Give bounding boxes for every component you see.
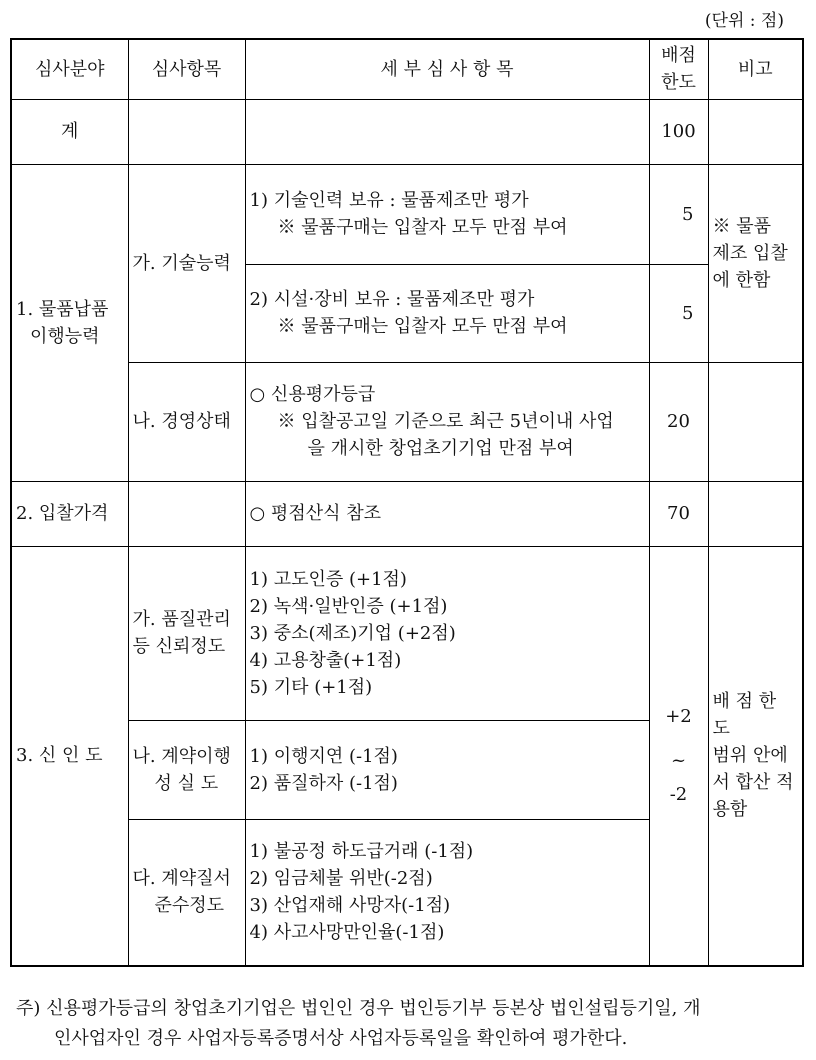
s3-a-detail-1: 2) 녹색·일반인증 (+1점) (249, 595, 448, 617)
s1-field (11, 164, 128, 481)
s1-item-b: 나. 경영상태 (128, 362, 245, 481)
s1-b-line2: ※ 입찰공고일 기준으로 최근 5년이내 사업 (277, 411, 614, 432)
s3-a-detail-2: 3) 중소(제조)기업 (+2점) (249, 622, 456, 644)
s3-c-detail-1: 2) 임금체불 위반(-2점) (249, 868, 433, 890)
header-score-line1: 배점 (661, 45, 696, 67)
s1-b-row (11, 362, 803, 481)
s3-c-detail (245, 819, 649, 966)
s3-b-detail (245, 720, 649, 819)
s3-item-a (128, 546, 245, 720)
s1-a1-line1: 1) 기술인력 보유 : 물품제조만 평가 (249, 190, 529, 211)
s1-a1-row (11, 164, 803, 264)
footnote-line2: 인사업자인 경우 사업자등록증명서상 사업자등록일을 확인하여 평가한다. (54, 1028, 628, 1049)
s1-a-note-line3: 에 한함 (712, 269, 771, 291)
s3-a-row (11, 546, 803, 720)
s1-b-score: 20 (649, 362, 708, 481)
header-row (11, 39, 803, 99)
s1-a1-line2: ※ 물품구매는 입찰자 모두 만점 부여 (277, 217, 568, 238)
total-row (11, 99, 803, 164)
s3-score (649, 546, 708, 966)
total-note-empty (708, 99, 803, 164)
unit-label: (단위 : 점) (704, 11, 784, 31)
s2-detail: ○ 평점산식 참조 (245, 481, 649, 546)
s3-field: 3. 신 인 도 (11, 546, 128, 966)
footnote (16, 994, 806, 1054)
s3-b-detail-1: 2) 품질하자 (-1점) (249, 772, 398, 794)
total-score: 100 (649, 99, 708, 164)
header-item: 심사항목 (128, 39, 245, 99)
s3-item-c-line2: 준수정도 (154, 895, 225, 917)
footnote-line1: 주) 신용평가등급의 창업초기기업은 법인인 경우 법인등기부 등본상 법인설립등기일, 개 (16, 998, 701, 1019)
s1-a2-line1: 2) 시설·장비 보유 : 물품제조만 평가 (249, 289, 535, 310)
s3-score-line1: +2 (665, 705, 692, 727)
s3-b-detail-0: 1) 이행지연 (-1점) (249, 745, 398, 767)
s1-b-detail (245, 362, 649, 481)
s3-a-detail (245, 546, 649, 720)
s3-note-line3: 서 합산 적 (712, 772, 794, 794)
s3-c-detail-2: 3) 산업재해 사망자(-1점) (249, 895, 451, 917)
s2-field: 2. 입찰가격 (11, 481, 128, 546)
s1-a2-line2: ※ 물품구매는 입찰자 모두 만점 부여 (277, 316, 568, 337)
header-note: 비고 (708, 39, 803, 99)
header-score-line2: 한도 (661, 72, 696, 94)
evaluation-table (10, 38, 804, 967)
s3-note-line4: 용함 (712, 799, 748, 821)
s2-item-empty (128, 481, 245, 546)
s3-note-line1: 배 점 한 도 (712, 691, 777, 740)
total-item-empty (128, 99, 245, 164)
s1-a1-score: 5 (649, 164, 708, 264)
s3-c-detail-3: 4) 사고사망만인율(-1점) (249, 922, 445, 944)
s2-score: 70 (649, 481, 708, 546)
s1-a-note-line2: 제조 입찰 (712, 242, 788, 264)
s3-score-line2: ~ (670, 749, 687, 771)
s3-item-c-line1: 다. 계약질서 (132, 868, 231, 890)
s1-a-note (708, 164, 803, 362)
s2-note-empty (708, 481, 803, 546)
s1-b-line1: ○ 신용평가등급 (249, 384, 376, 405)
s3-item-c (128, 819, 245, 966)
s1-b-note-empty (708, 362, 803, 481)
s3-a-detail-3: 4) 고용창출(+1점) (249, 649, 402, 671)
s1-a2-score: 5 (649, 264, 708, 362)
total-label: 계 (11, 99, 128, 164)
header-detail: 세 부 심 사 항 목 (245, 39, 649, 99)
s3-score-line3: -2 (669, 783, 688, 805)
s3-c-detail-0: 1) 불공정 하도급거래 (-1점) (249, 841, 474, 863)
s1-a1-detail (245, 164, 649, 264)
s3-item-b-line2: 성 실 도 (154, 772, 219, 794)
s3-item-a-line2: 등 신뢰정도 (132, 636, 226, 657)
s1-item-a: 가. 기술능력 (128, 164, 245, 362)
s3-a-detail-0: 1) 고도인증 (+1점) (249, 568, 407, 590)
s3-note (708, 546, 803, 966)
s1-b-line3: 을 개시한 창업초기기업 만점 부여 (307, 438, 574, 459)
s1-field-line1: 1. 물품납품 (16, 298, 109, 320)
s3-note-line2: 범위 안에 (712, 745, 788, 767)
header-field: 심사분야 (11, 39, 128, 99)
header-score (649, 39, 708, 99)
s3-item-b (128, 720, 245, 819)
s1-a2-detail (245, 264, 649, 362)
s2-row (11, 481, 803, 546)
total-detail-empty (245, 99, 649, 164)
s3-a-detail-4: 5) 기타 (+1점) (249, 676, 373, 698)
s3-item-a-line1: 가. 품질관리 (132, 609, 231, 630)
s3-item-b-line1: 나. 계약이행 (132, 745, 231, 767)
s1-field-line2: 이행능력 (30, 325, 100, 347)
s1-a-note-line1: ※ 물품 (712, 215, 771, 237)
